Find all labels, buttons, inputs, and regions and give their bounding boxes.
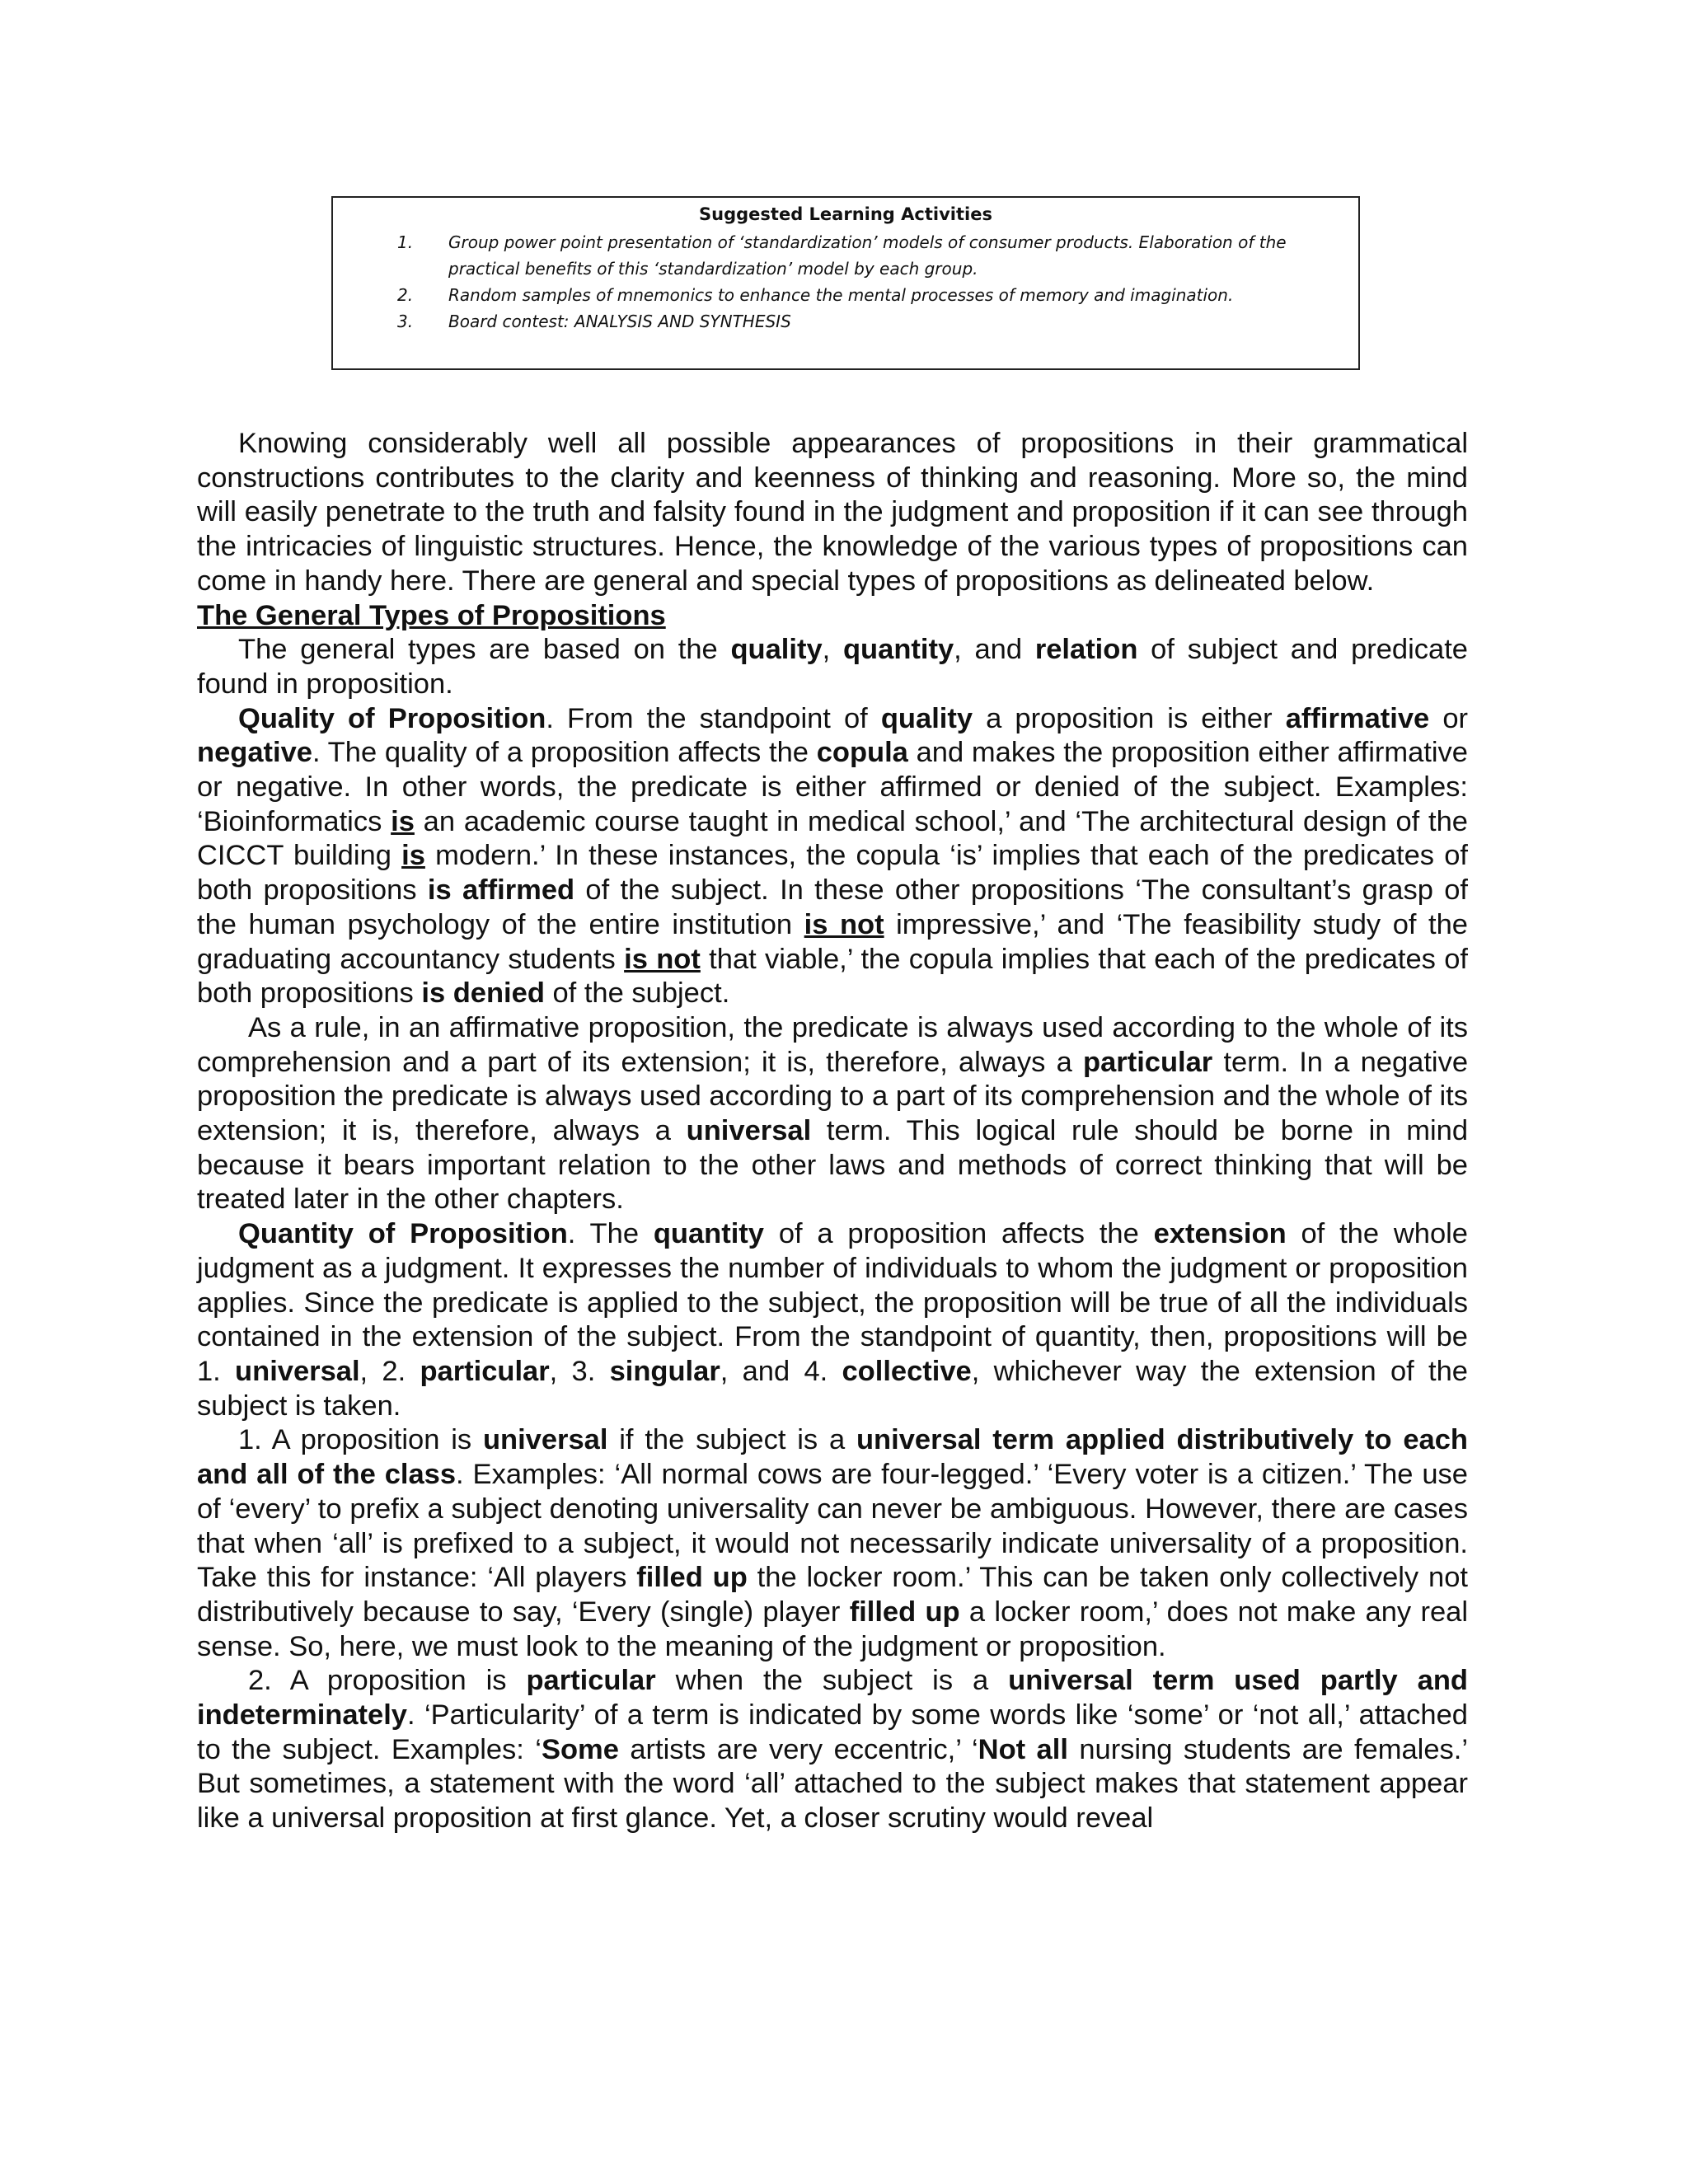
activities-list — [333, 229, 1358, 335]
list-item — [333, 308, 1358, 335]
list-item-text: Board contest: ANALYSIS AND SYNTHESIS — [448, 312, 791, 331]
list-item-number: 2. — [397, 285, 414, 305]
rule-paragraph: As a rule, in an affirmative proposition, the predicate is always used according to the whole of its comprehension and a part of its extension; it is, therefore, always a particular term. In a negative proposition the predicate is always used according to a part of its comprehension and the whole of its extension; it is, therefore, always a universal term. This logical rule should be borne in mind because it bears important relation to the other laws and methods of correct thinking that will be treated later in the other chapters. — [197, 1011, 1469, 1216]
quality-paragraph: Quality of Proposition. From the standpoint of quality a proposition is either affirmative or negative. The quality of a proposition affects the copula and makes the proposition either affirmative or negative. In other words, the predicate is either affirmed or denied of the subject. Examples: ‘Bioinformatics is an academic course taught in medical school,’ and ‘The architectural design of the CICCT building is modern.’ In these instances, the copula ‘is’ implies that each of the predicates of both propositions is affirmed of the subject. In these other propositions ‘The consultant’s grasp of the human psychology of the entire institution is not impressive,’ and ‘The feasibility study of the graduating accountancy students is not that viable,’ the copula implies that each of the predicates of both propositions is denied of the subject. — [197, 702, 1469, 1010]
suggested-activities-box — [331, 196, 1360, 370]
list-item — [333, 229, 1358, 282]
body-text — [197, 427, 1468, 1836]
activities-title: Suggested Learning Activities — [699, 204, 992, 224]
quantity-paragraph: Quantity of Proposition. The quantity of a proposition affects the extension of the whole judgment as a judgment. It expresses the number of individuals to whom the judgment or proposition applies. Since the predicate is applied to the subject, the proposition will be true of all the individuals contained in the extension of the subject. From the standpoint of quantity, then, propositions will be 1. universal, 2. particular, 3. singular, and 4. collective, whichever way the extension of the subject is taken. — [197, 1218, 1468, 1422]
list-item-number: 1. — [397, 232, 414, 252]
section-heading: The General Types of Propositions — [197, 599, 666, 631]
list-item-text: Random samples of mnemonics to enhance the mental processes of memory and imagination. — [448, 285, 1234, 305]
general-types-paragraph: The general types are based on the quality, quantity, and relation of subject and predicate found in proposition. — [197, 634, 1468, 700]
list-item-text: Group power point presentation of ‘standardization’ models of consumer products. Elaboration of the practical benefits of this ‘standardization’ model by each group. — [448, 232, 1287, 279]
list-item — [333, 282, 1358, 308]
quality-lead: Quality of Proposition — [238, 702, 546, 734]
universal-paragraph: 1. A proposition is universal if the subject is a universal term applied distributively to each and all of the class. Examples: ‘All normal cows are four-legged.’ ‘Every voter is a citizen.’ The use of ‘every’ to prefix a subject denoting universality can never be ambiguous. However, there are cases that when ‘all’ is prefixed to a subject, it would not necessarily indicate universality of a proposition. Take this for instance: ‘All players filled up the locker room.’ This can be taken only collectively not distributively because to say, ‘Every (single) player filled up a locker room,’ does not make any real sense. So, here, we must look to the meaning of the judgment or proposition. — [197, 1424, 1468, 1662]
quantity-lead: Quantity of Proposition — [238, 1218, 568, 1250]
list-item-number: 3. — [397, 312, 414, 331]
intro-paragraph: Knowing considerably well all possible appearances of propositions in their grammatical constructions contributes to the clarity and keenness of thinking and reasoning. More so, the mind will easily penetrate to the truth and falsity found in the judgment and proposition if it can see through the intricacies of linguistic structures. Hence, the knowledge of the various types of propositions can come in handy here. There are general and special types of propositions as delineated below. — [197, 428, 1468, 597]
particular-paragraph: 2. A proposition is particular when the subject is a universal term used partly and indeterminately. ‘Particularity’ of a term is indicated by some words like ‘some’ or ‘not all,’ attached to the subject. Examples: ‘Some artists are very eccentric,’ ‘Not all nursing students are females.’ But sometimes, a statement with the word ‘all’ attached to the subject makes that statement appear like a universal proposition at first glance. Yet, a closer scrutiny would reveal — [197, 1665, 1469, 1835]
